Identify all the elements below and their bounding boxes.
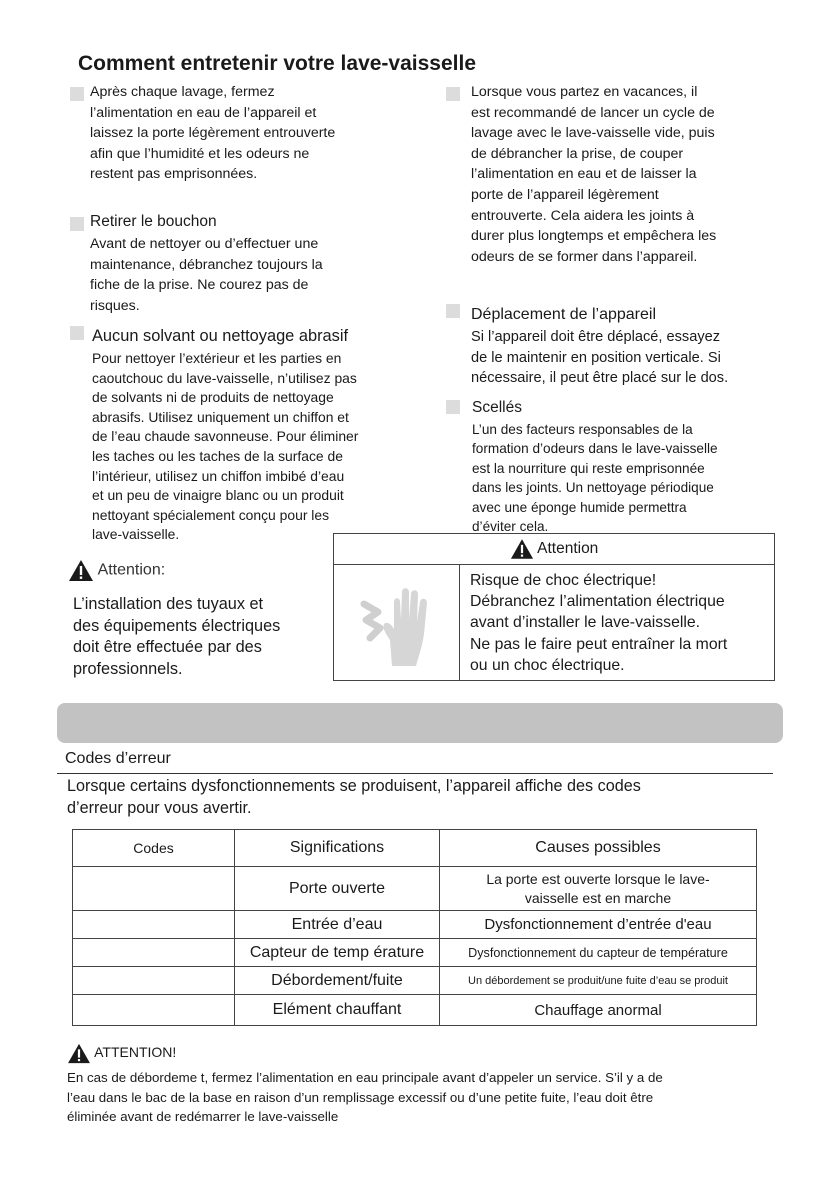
error-codes-heading: Codes d’erreur: [65, 750, 171, 767]
table-row: [73, 911, 757, 939]
table-row: [73, 967, 757, 995]
meaning-cell: Capteur de temp érature: [235, 939, 440, 967]
page-title: Comment entretenir votre lave-vaisselle: [78, 52, 476, 75]
col-causes-header: Causes possibles: [440, 830, 757, 867]
meaning-cell: Entrée d’eau: [235, 911, 440, 939]
seals-heading: Scellés: [472, 399, 522, 416]
warning-icon: [68, 559, 94, 582]
cause-cell: La porte est ouverte lorsque le lave- vaisselle est en marche: [440, 867, 757, 911]
warning-box-text: Risque de choc électrique! Débranchez l’alimentation électrique avant d’installer le lave-vaisselle. Ne pas le faire peut entraîner la mort ou un choc électrique.: [470, 572, 728, 674]
code-cell: [73, 995, 235, 1026]
warning-icon: [67, 1043, 91, 1064]
electric-hand-icon: [342, 582, 452, 672]
bullet-square: [446, 304, 460, 318]
meaning-cell: Elément chauffant: [235, 995, 440, 1026]
col-codes-header: Codes: [73, 830, 235, 867]
attention-label: Attention:: [97, 561, 166, 579]
code-cell: [73, 939, 235, 967]
cause-cell: Dysfonctionnement du capteur de température: [440, 939, 757, 967]
table-row: [73, 867, 757, 911]
cause-cell: Dysfonctionnement d’entrée d'eau: [440, 911, 757, 939]
after-wash-text: Après chaque lavage, fermez l’alimentation en eau de l’appareil et laissez la porte légèrement entrouverte afin que l’humidité et les odeurs ne restent pas emprisonnées.: [90, 84, 336, 183]
section-band: [57, 703, 783, 743]
bottom-attention-text: En cas de débordeme t, fermez l’alimentation en eau principale avant d’appeler un service. S’il y a de l’eau dans le bac de la base en raison d’un remplissage excessif ou d’une petite fuite, l’eau doit être éliminée avant de redémarrer le lave-vaisselle: [67, 1070, 663, 1125]
moving-text: Si l’appareil doit être déplacé, essayez de le maintenir en position verticale. Si nécessaire, il peut être placé sur le dos.: [471, 329, 729, 387]
warning-box-title: Attention: [537, 540, 599, 557]
remove-plug-heading: Retirer le bouchon: [90, 213, 217, 230]
table-header-row: [73, 830, 757, 867]
code-cell: [73, 911, 235, 939]
electric-warning-box: [333, 533, 775, 681]
bottom-attention: [67, 1043, 176, 1064]
error-codes-table: [72, 829, 757, 1026]
code-cell: [73, 867, 235, 911]
divider: [57, 773, 773, 774]
moving-heading: Déplacement de l’appareil: [471, 306, 656, 323]
table-row: [73, 995, 757, 1026]
remove-plug-text: Avant de nettoyer ou d’effectuer une maintenance, débranchez toujours la fiche de la prise. Ne courez pas de risques.: [90, 236, 323, 314]
warning-box-divider: [459, 565, 460, 681]
bottom-attention-label: ATTENTION!: [94, 1044, 177, 1061]
cause-cell: Un débordement se produit/une fuite d’eau se produit: [440, 967, 757, 995]
bullet-square: [70, 217, 84, 231]
vacation-text: Lorsque vous partez en vacances, il est recommandé de lancer un cycle de lavage avec le lave-vaisselle vide, puis de débrancher la prise, de couper l’alimentation en eau et de laisser la porte de l’appareil légèrement entrouverte. Cela aidera les joints à durer plus longtemps et empêchera les odeurs de se former dans l’appareil.: [471, 84, 717, 265]
code-cell: [73, 967, 235, 995]
bullet-square: [446, 87, 460, 101]
no-solvent-heading: Aucun solvant ou nettoyage abrasif: [92, 327, 349, 345]
col-meaning-header: Significations: [235, 830, 440, 867]
attention-left: [68, 559, 165, 582]
meaning-cell: Porte ouverte: [235, 867, 440, 911]
cause-cell: Chauffage anormal: [440, 995, 757, 1026]
warning-box-header: [334, 534, 774, 565]
bullet-square: [446, 400, 460, 414]
bullet-square: [70, 326, 84, 340]
seals-text: L’un des facteurs responsables de la formation d’odeurs dans le lave-vaisselle est la nourriture qui reste emprisonnée dans les joints. Un nettoyage périodique avec une éponge humide permettra d’éviter cela.: [472, 422, 718, 535]
attention-text: L’installation des tuyaux et des équipements électriques doit être effectuée par des professionnels.: [73, 595, 281, 678]
table-row: [73, 939, 757, 967]
error-codes-intro: Lorsque certains dysfonctionnements se produisent, l’appareil affiche des codes d’erreur pour vous avertir.: [67, 777, 641, 817]
warning-icon: [510, 538, 534, 560]
no-solvent-text: Pour nettoyer l’extérieur et les parties en caoutchouc du lave-vaisselle, n’utilisez pas de solvants ni de produits de nettoyage abrasifs. Utilisez uniquement un chiffon et de l’eau chaude savonneuse. Pour éliminer les taches ou les taches de la surface de l’intérieur, utilisez un chiffon imbibé d’eau et un peu de vinaigre blanc ou un produit nettoyant spécialement conçu pour les lave-vaisselle.: [92, 350, 359, 543]
bullet-square: [70, 87, 84, 101]
meaning-cell: Débordement/fuite: [235, 967, 440, 995]
